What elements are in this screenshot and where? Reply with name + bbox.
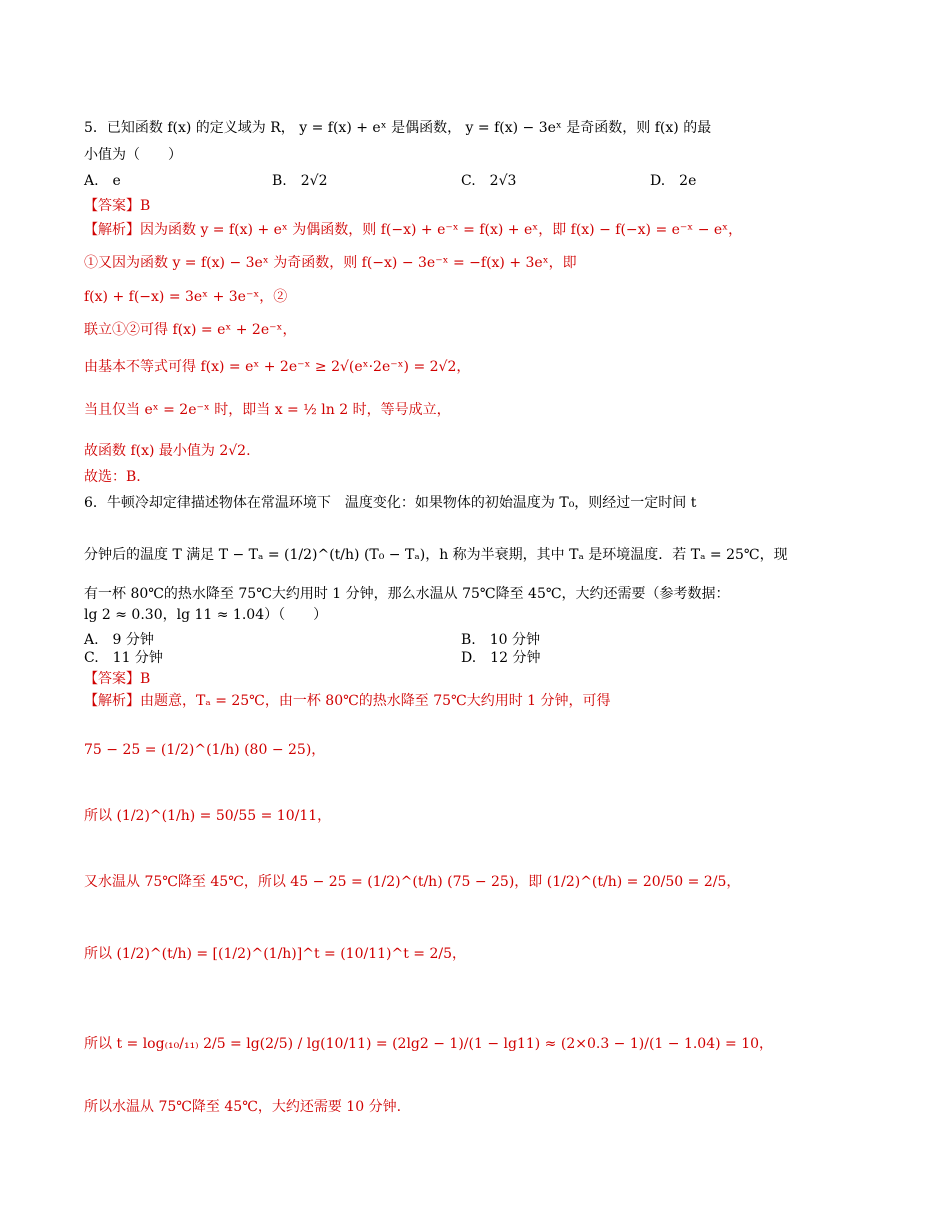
q5-solution-line-7: 故函数 f(x) 最小值为 2√2. xyxy=(84,443,251,459)
q6-solution-line-6: 所以 t = log₍₁₀/₁₁₎ 2/5 = lg(2/5) / lg(10/11) = (2lg2 − 1)/(1 − lg11) ≈ (2×0.3 − 1)/(1 − 1.04) = 10， xyxy=(84,1036,774,1052)
q5-option-b: B. 2√2 xyxy=(272,173,328,189)
q6-solution-line-5: 所以 (1/2)^(t/h) = [(1/2)^(1/h)]^t = (10/11)^t = 2/5， xyxy=(84,946,466,962)
q5-stem-line-1: 5．已知函数 f(x) 的定义域为 R， y = f(x) + eˣ 是偶函数， y = f(x) − 3eˣ 是奇函数，则 f(x) 的最 xyxy=(84,120,712,136)
q5-solution-line-4: 联立①②可得 f(x) = eˣ + 2e⁻ˣ， xyxy=(84,322,297,338)
q5-option-d: D. 2e xyxy=(650,173,697,189)
q6-solution-line-3: 所以 (1/2)^(1/h) = 50/55 = 10/11， xyxy=(84,808,332,824)
q5-solution-line-3: f(x) + f(−x) = 3eˣ + 3e⁻ˣ，② xyxy=(84,289,288,305)
q5-solution-line-2: ①又因为函数 y = f(x) − 3eˣ 为奇函数，则 f(−x) − 3e⁻ˣ = −f(x) + 3eˣ，即 xyxy=(84,255,577,271)
q5-solution-line-1: 【解析】因为函数 y = f(x) + eˣ 为偶函数，则 f(−x) + e⁻ˣ = f(x) + eˣ，即 f(x) − f(−x) = e⁻ˣ − eˣ， xyxy=(84,222,743,238)
q5-stem-line-2: 小值为（ ） xyxy=(84,147,182,163)
q6-solution-line-2: 75 − 25 = (1/2)^(1/h) (80 − 25)， xyxy=(84,742,326,758)
q6-solution-line-1: 【解析】由题意，Tₐ = 25℃，由一杯 80℃的热水降至 75℃大约用时 1 分钟，可得 xyxy=(84,693,611,709)
q6-stem-line-4: lg 2 ≈ 0.30，lg 11 ≈ 1.04）（ ） xyxy=(84,607,328,623)
q6-solution-line-7: 所以水温从 75℃降至 45℃，大约还需要 10 分钟. xyxy=(84,1099,402,1115)
q6-answer: 【答案】B xyxy=(84,671,151,687)
q5-solution-line-6: 当且仅当 eˣ = 2e⁻ˣ 时，即当 x = ½ ln 2 时，等号成立， xyxy=(84,402,451,418)
q6-solution-line-4: 又水温从 75℃降至 45℃，所以 45 − 25 = (1/2)^(t/h) (75 − 25)，即 (1/2)^(t/h) = 20/50 = 2/5， xyxy=(84,874,741,890)
q6-option-d: D. 12 分钟 xyxy=(461,650,541,666)
q6-stem-line-3: 有一杯 80℃的热水降至 75℃大约用时 1 分钟，那么水温从 75℃降至 45℃，大约还需要（参考数据： xyxy=(84,586,730,602)
q5-option-c: C. 2√3 xyxy=(461,173,517,189)
q5-solution-line-8: 故选：B. xyxy=(84,469,141,485)
q5-solution-line-5: 由基本不等式可得 f(x) = eˣ + 2e⁻ˣ ≥ 2√(eˣ·2e⁻ˣ) = 2√2， xyxy=(84,359,471,375)
q5-option-a: A. e xyxy=(84,173,121,189)
q6-option-a: A. 9 分钟 xyxy=(84,632,154,648)
q6-stem-line-1: 6．牛顿冷却定律描述物体在常温环境下 温度变化：如果物体的初始温度为 T₀，则经过一定时间 t xyxy=(84,495,697,511)
q6-option-c: C. 11 分钟 xyxy=(84,650,163,666)
q6-option-b: B. 10 分钟 xyxy=(461,632,541,648)
q6-stem-line-2: 分钟后的温度 T 满足 T − Tₐ = (1/2)^(t/h) (T₀ − Tₐ)，h 称为半衰期，其中 Tₐ 是环境温度．若 Tₐ = 25℃，现 xyxy=(84,547,788,563)
q5-answer: 【答案】B xyxy=(84,198,151,214)
